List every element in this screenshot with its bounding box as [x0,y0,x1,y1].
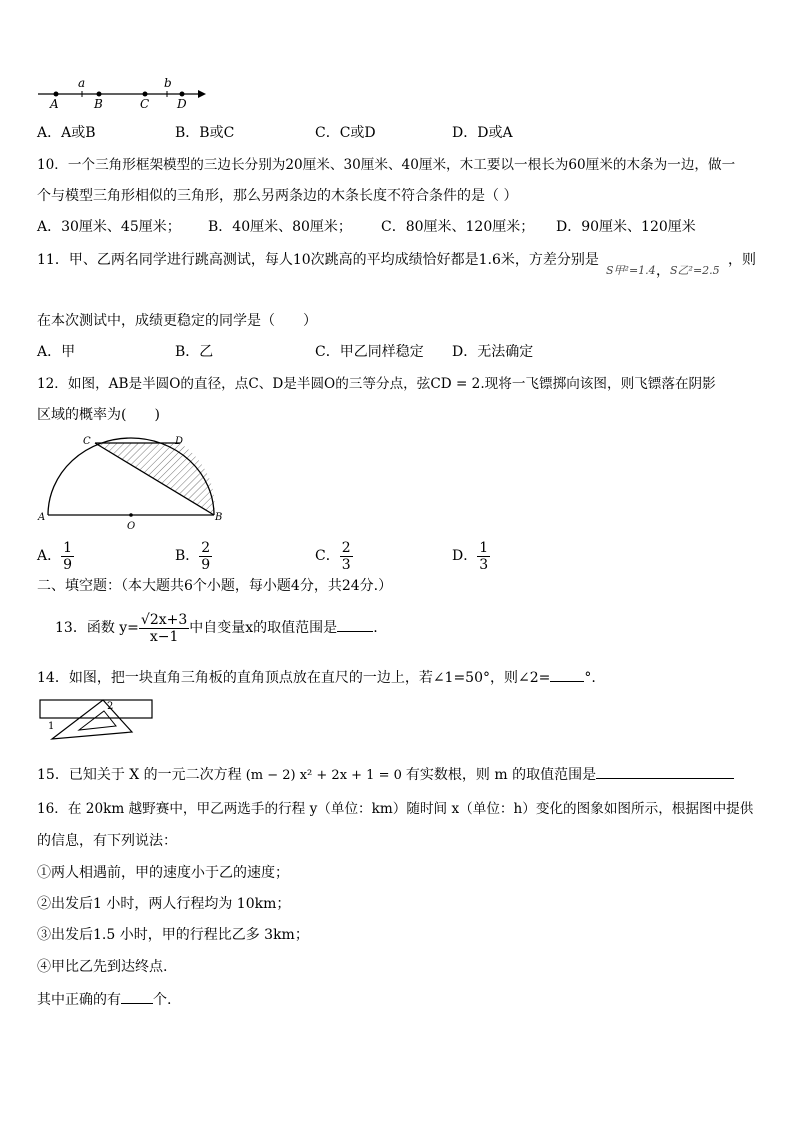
q10-option-c: C．80厘米、120厘米； [381,219,535,235]
fig-label-B: B [215,512,223,523]
q9-option-c: C．C或D [315,125,376,141]
q12-option-d: D． $\frac{1}{3}$ [452,539,489,573]
q9-option-b: B．B或C [175,125,235,141]
label-b: b [164,76,172,90]
q12-line2: 区域的概率为( ) [37,407,160,423]
q11-sep: ， [656,263,670,279]
q10-option-d: D．90厘米、120厘米 [556,219,696,235]
fig-label-A: A [38,512,46,523]
q16-line1: 16．在 20km 越野赛中，甲乙两选手的行程 y（单位：km）随时间 x（单位：h）变化的图象如图所示，根据图中提供 [37,801,754,817]
q11-line1: 11．甲、乙两名同学进行跳高测试，每人10次跳高的平均成绩恰好都是1.6米，方差分别是 [37,252,599,268]
q10-line1: 10．一个三角形框架模型的三边长分别为20厘米、30厘米、40厘米，木工要以一根长为60厘米的木条为一边，做一 [37,157,736,173]
q11-option-b: B．乙 [175,344,214,360]
angle-1-label: 1 [48,721,55,732]
q9-option-a: A．A或B [37,125,96,141]
q11-option-d: D．无法确定 [452,344,534,360]
q12-line1: 12．如图，AB是半圆O的直径，点C、D是半圆O的三等分点，弦CD = 2.现将一飞镖掷向该图，则飞镖落在阴影 [37,376,716,392]
label-a: a [78,76,86,90]
point-B: B [94,97,103,111]
q10-option-a: A．30厘米、45厘米； [37,219,181,235]
point-D: D [177,97,187,111]
q11-option-c: C．甲乙同样稳定 [315,344,424,360]
q12-option-c: C． $\frac{2}{3}$ [315,539,351,573]
fig-label-C: C [83,436,91,447]
q12-option-b: B． $\frac{2}{9}$ [175,539,211,573]
q16-item-2: ②出发后1 小时，两人行程均为 10km； [37,896,291,912]
q11-line2: 在本次测试中，成绩更稳定的同学是（ ） [37,313,317,329]
q16-last: 其中正确的有 个. [37,989,171,1009]
q13: 13．函数 y= $\frac{√2x+3}{x-1}$ 中自变量x的取值范围是 . [55,611,378,645]
fig-label-O: O [127,521,136,532]
q15-equation: (m − 2) x² + 2x + 1 = 0 [245,768,402,783]
semicircle-figure [36,432,226,532]
ruler-triangle-figure [38,696,158,744]
q11-option-a: A．甲 [37,344,76,360]
number-line-figure [30,76,210,112]
point-A: A [50,97,59,111]
point-C: C [140,97,150,111]
fig-label-D: D [175,436,184,447]
q16-item-3: ③出发后1.5 小时，甲的行程比乙多 3km； [37,927,309,943]
section-2-heading: 二、填空题：（本大题共6个小题，每小题4分，共24分.） [37,578,393,594]
angle-2-label: 2 [107,701,114,712]
q11-after: ，则 [728,252,756,268]
q16-item-1: ①两人相遇前，甲的速度小于乙的速度； [37,865,289,881]
q9-option-d: D．D或A [452,125,513,141]
q10-option-b: B．40厘米、80厘米； [208,219,352,235]
q10-line2: 个与模型三角形相似的三角形，那么另两条边的木条长度不符合条件的是（ ） [37,188,518,204]
q11-variance-2: S乙²=2.5 [670,264,720,277]
q15: 15．已知关于 X 的一元二次方程 (m − 2) x² + 2x + 1 = 0 有实数根，则 m 的取值范围是 [37,764,734,785]
q16-line2: 的信息，有下列说法： [37,833,177,849]
q14: 14．如图，把一块直角三角板的直角顶点放在直尺的一边上，若∠1=50°，则∠2= °. [37,667,596,687]
q16-item-4: ④甲比乙先到达终点. [37,959,168,975]
q11-variance-1: S甲²=1.4 [606,264,656,277]
q12-option-a: A． $\frac{1}{9}$ [37,539,73,573]
